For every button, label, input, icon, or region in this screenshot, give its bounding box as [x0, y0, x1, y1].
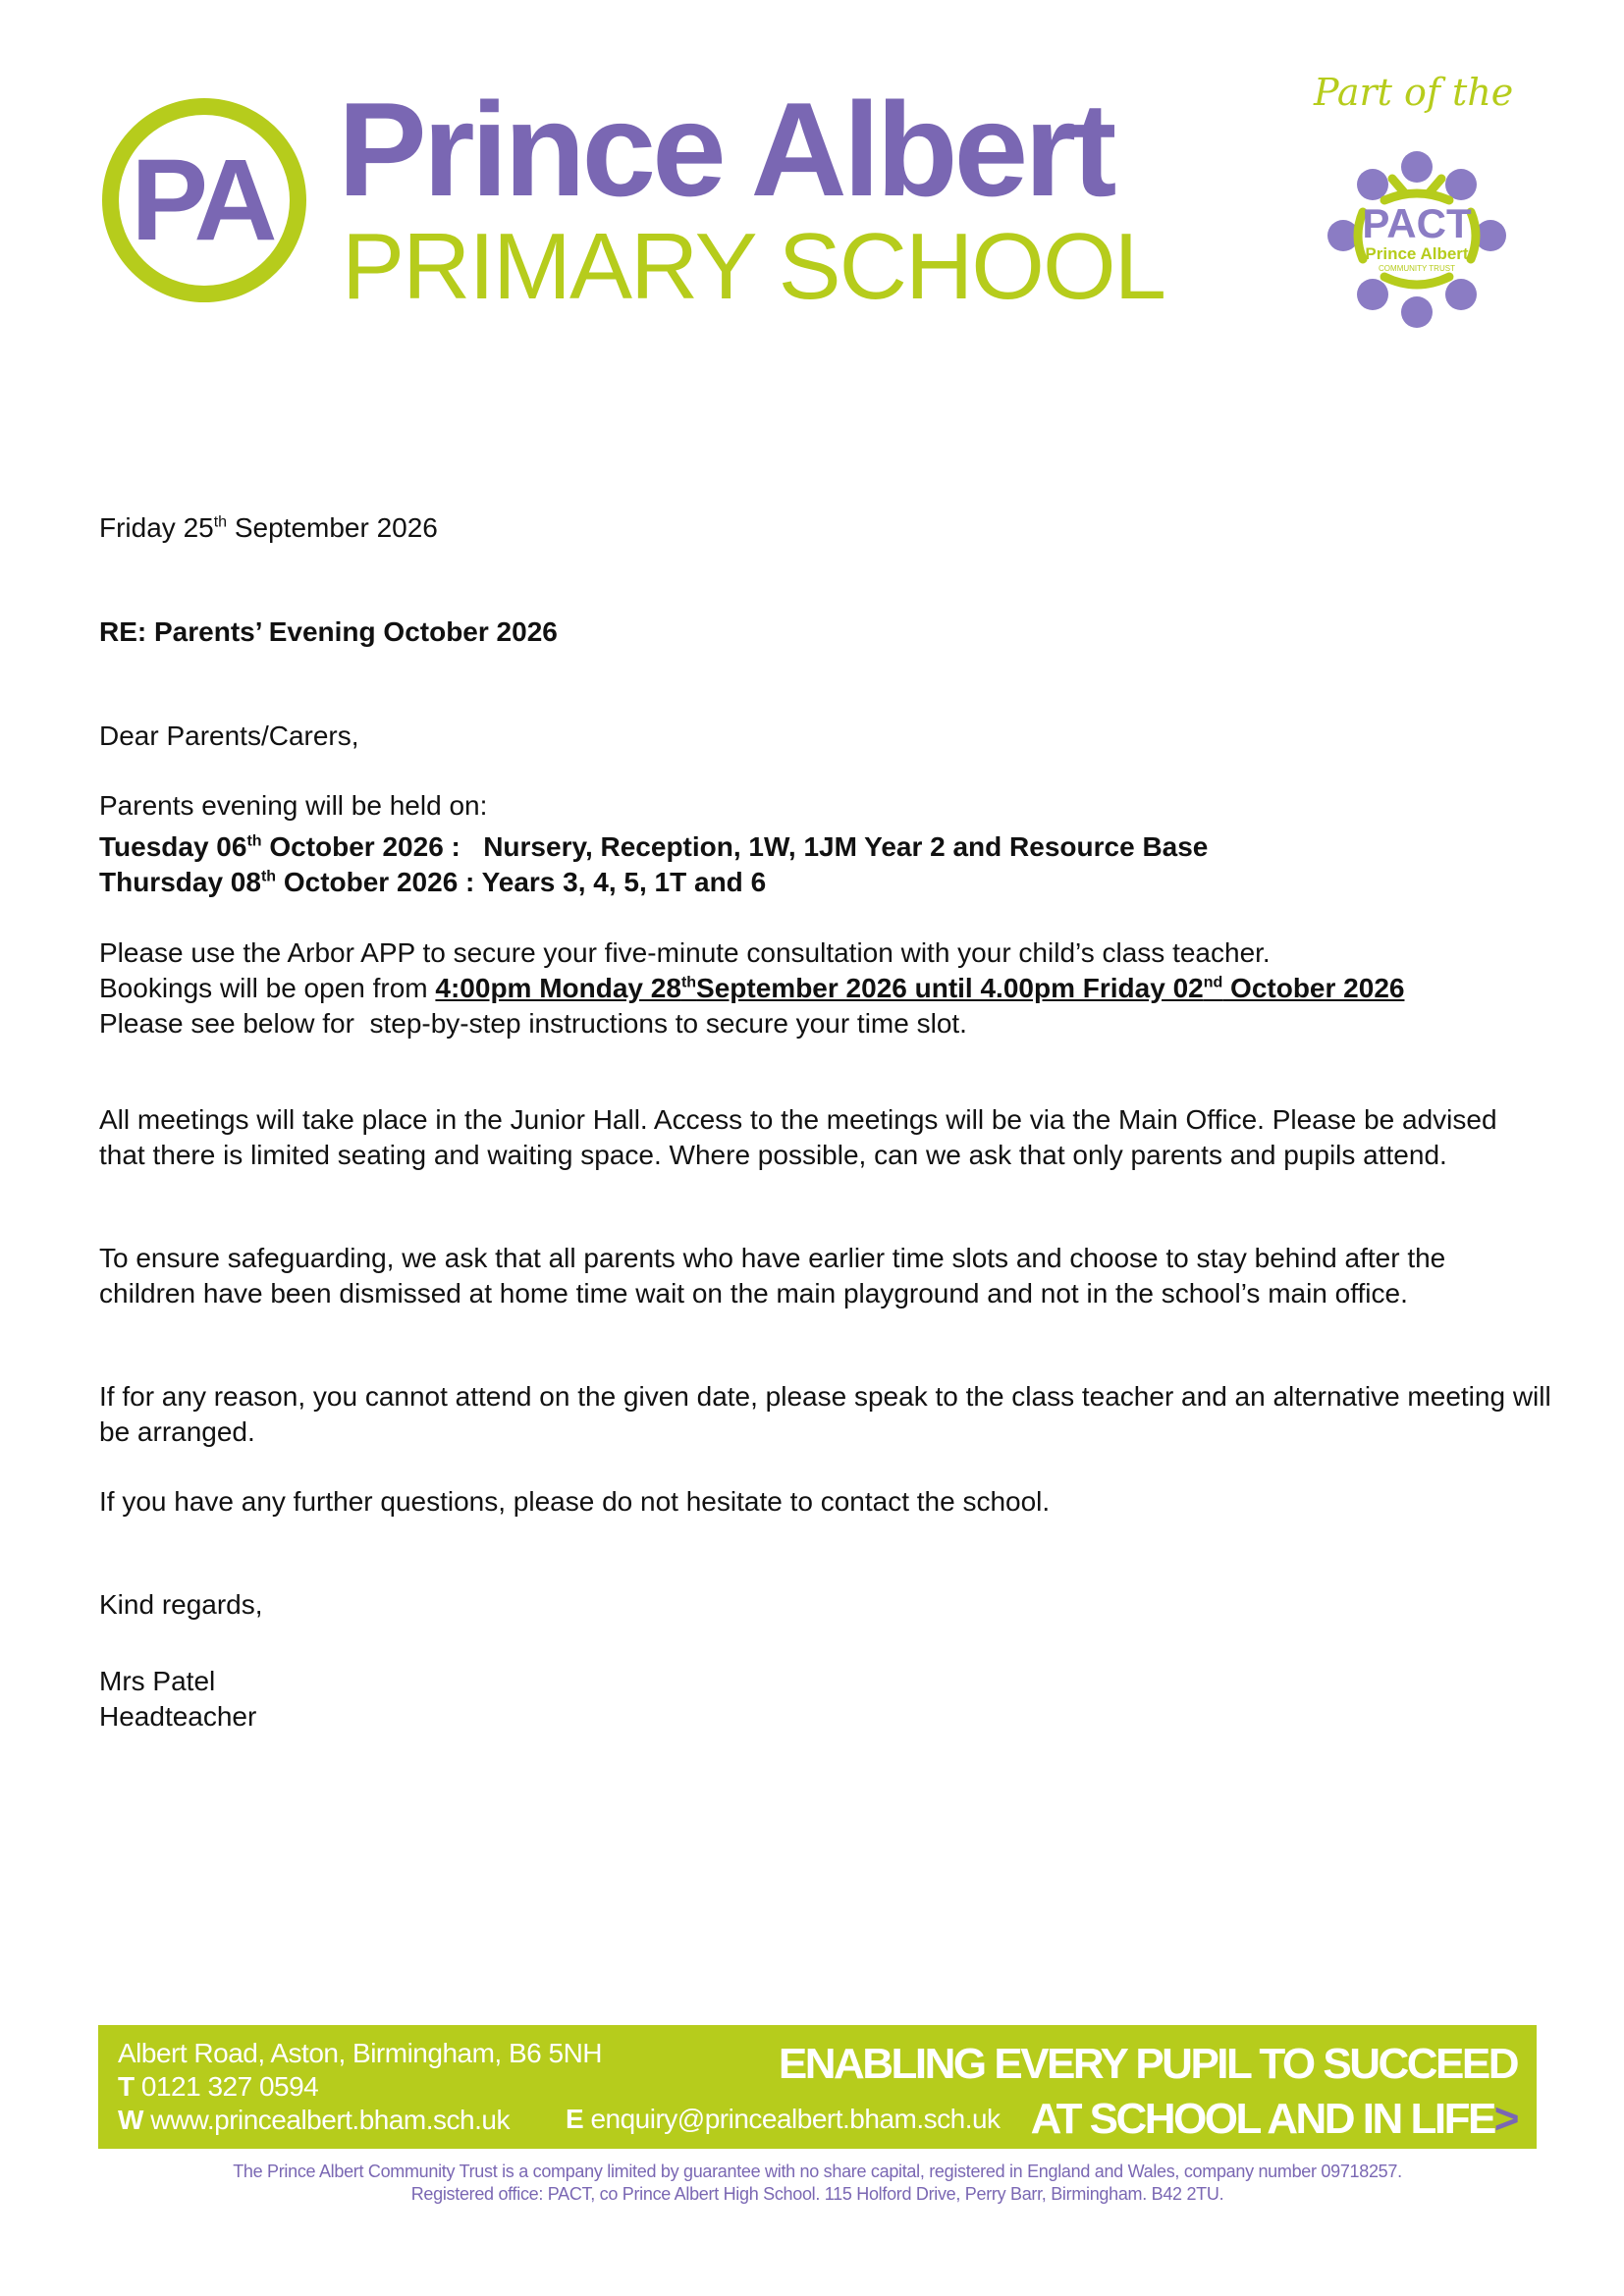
signatory-title: Headteacher	[99, 1701, 257, 1732]
trust-prefix: Part of the	[1314, 71, 1514, 114]
schedule-list	[99, 829, 1552, 900]
school-logo	[94, 75, 1165, 340]
footer-phone: T 0121 327 0594	[118, 2071, 319, 2102]
letter-date	[99, 510, 1552, 546]
schedule-item: Thursday 08th October 2026 : Years 3, 4, 5, 1T and 6	[99, 867, 767, 897]
booking-line-1: Please use the Arbor APP to secure your five-minute consultation with your child’s class teacher.	[99, 937, 1271, 968]
date-day: Friday 25	[99, 512, 214, 543]
booking-window: 4:00pm Monday 28thSeptember 2026 until 4.00pm Friday 02nd October 2026	[435, 973, 1405, 1003]
trust-name: Prince Albert	[1365, 244, 1469, 263]
letter-intro: Parents evening will be held on:	[99, 790, 488, 821]
slogan-arrow-icon: >	[1493, 2095, 1517, 2143]
footer-contact	[118, 2037, 602, 2137]
date-rest: September 2026	[227, 512, 438, 543]
letter-closing: Kind regards,	[99, 1589, 263, 1620]
date-sup: th	[213, 513, 228, 531]
signatory-name: Mrs Patel	[99, 1666, 216, 1696]
logo-initials: PA	[131, 135, 272, 265]
footer-legal	[98, 2161, 1537, 2206]
body-paragraph: All meetings will take place in the Junior Hall. Access to the meetings will be via the Main Office. Please be advised that there is limited seating and waiting space. Where possible, can we ask that only parents and pupils attend.	[99, 1104, 1497, 1170]
pact-emblem-icon	[1294, 110, 1540, 375]
body-paragraph: To ensure safeguarding, we ask that all parents who have earlier time slots and choose to stay behind after the children have been dismissed at home time wait on the main playground and not in the school’s main office.	[99, 1243, 1446, 1308]
footer-email[interactable]: E enquiry@princealbert.bham.sch.uk	[566, 2104, 1001, 2134]
school-type: PRIMARY SCHOOL	[342, 214, 1165, 319]
slogan-line-2: AT SCHOOL AND IN LIFE>	[1030, 2095, 1517, 2143]
body-paragraph: If you have any further questions, please do not hesitate to contact the school.	[99, 1486, 1051, 1517]
schedule-item: Tuesday 06th October 2026 : Nursery, Reception, 1W, 1JM Year 2 and Resource Base	[99, 831, 1209, 862]
signature-block	[99, 1664, 1552, 1735]
pact-trust-logo	[1294, 71, 1540, 375]
legal-line-2: Registered office: PACT, co Prince Albert High School. 115 Holford Drive, Perry Barr, Birmingham. B42 2TU.	[410, 2184, 1224, 2204]
booking-paragraph	[99, 935, 1552, 1041]
footer-address: Albert Road, Aston, Birmingham, B6 5NH	[118, 2038, 603, 2068]
letter-salutation: Dear Parents/Carers,	[99, 721, 359, 751]
footer-bar	[98, 2025, 1537, 2149]
pa-monogram-logo	[102, 98, 306, 302]
legal-line-1: The Prince Albert Community Trust is a company limited by guarantee with no share capital, registered in England and Wales, company number 09718257.	[233, 2162, 1402, 2181]
trust-name-sub: COMMUNITY TRUST	[1379, 264, 1455, 273]
booking-line-3: Please see below for step-by-step instructions to secure your time slot.	[99, 1008, 967, 1039]
footer-slogan	[779, 2037, 1517, 2147]
slogan-line-1: ENABLING EVERY PUPIL TO SUCCEED	[778, 2040, 1517, 2088]
trust-acronym: PACT	[1362, 200, 1472, 246]
body-paragraph: If for any reason, you cannot attend on the given date, please speak to the class teacher and an alternative meeting will be arranged.	[99, 1381, 1551, 1447]
letter-subject: RE: Parents’ Evening October 2026	[99, 616, 558, 647]
booking-line-2: Bookings will be open from 4:00pm Monday 28thSeptember 2026 until 4.00pm Friday 02nd October 2026	[99, 973, 1405, 1003]
school-name: Prince Albert	[338, 75, 1113, 224]
footer-website[interactable]: W www.princealbert.bham.sch.uk	[118, 2105, 510, 2135]
